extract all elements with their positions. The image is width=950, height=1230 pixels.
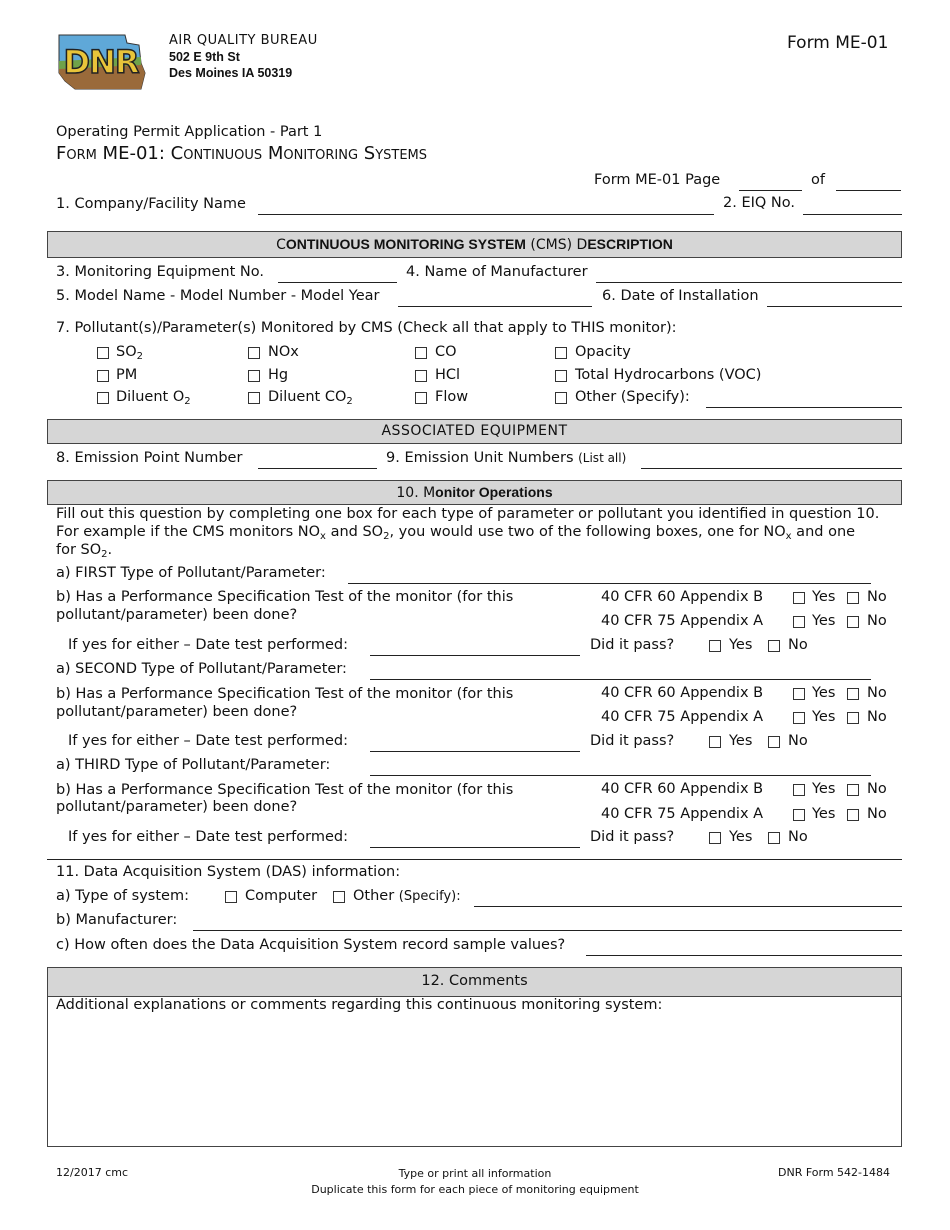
so2-label — [116, 344, 143, 360]
logo-text: DNR — [63, 43, 139, 81]
hcl-checkbox[interactable] — [415, 370, 427, 382]
cms-header-mid: (CMS) D — [525, 237, 588, 253]
ops-header-b: onitor Operations — [435, 484, 553, 500]
sub-x2: x — [785, 531, 792, 542]
block3-appendix-b: 40 CFR 60 Appendix B — [601, 781, 764, 797]
block1-appa-yes-checkbox[interactable] — [793, 616, 805, 628]
block3-date-label: If yes for either – Date test performed: — [68, 829, 349, 845]
other-pollutant-label: Other (Specify): — [575, 389, 690, 405]
block1-appendix-b: 40 CFR 60 Appendix B — [601, 589, 764, 605]
block2-appb-no-label: No — [867, 685, 887, 701]
block1-date-field[interactable] — [370, 655, 580, 656]
block3-appendix-a: 40 CFR 75 Appendix A — [601, 806, 764, 822]
diluent-o2-sub: 2 — [184, 396, 191, 407]
block2-type-label: a) SECOND Type of Pollutant/Parameter: — [56, 661, 347, 677]
nox-checkbox[interactable] — [248, 347, 260, 359]
block2-appendix-b: 40 CFR 60 Appendix B — [601, 685, 764, 701]
das-specify-text: (Specify): — [398, 889, 461, 904]
intro2a: For example if the CMS monitors NO — [56, 524, 321, 540]
intro3a: for SO — [56, 542, 102, 558]
ops-intro-line1: Fill out this question by completing one box for each type of parameter or pollutant you identified in question 10. — [56, 506, 880, 522]
das-other-label — [353, 888, 461, 904]
q9-field[interactable] — [641, 468, 902, 469]
block1-pass-yes-label: Yes — [729, 637, 753, 653]
block3-pass-no-checkbox[interactable] — [768, 832, 780, 844]
opacity-checkbox[interactable] — [555, 347, 567, 359]
cms-header-bold2: ESCRIPTION — [587, 236, 673, 252]
form-id: Form ME-01 — [787, 33, 889, 53]
ops-section-header — [47, 480, 902, 505]
q4-label: 4. Name of Manufacturer — [406, 264, 588, 280]
das-frequency-field[interactable] — [586, 955, 902, 956]
das-computer-checkbox[interactable] — [225, 891, 237, 903]
block3-pass-no-label: No — [788, 829, 808, 845]
other-pollutant-field[interactable] — [706, 407, 902, 408]
q11-label: 11. Data Acquisition System (DAS) information: — [56, 864, 401, 880]
flow-checkbox[interactable] — [415, 392, 427, 404]
block2-appb-yes-checkbox[interactable] — [793, 688, 805, 700]
eiq-label: 2. EIQ No. — [723, 195, 795, 211]
bureau-street: 502 E 9th St — [169, 50, 240, 64]
page-number-label: Form ME-01 Page — [594, 172, 721, 188]
section-divider — [47, 859, 902, 860]
hg-label: Hg — [268, 367, 289, 383]
q6-label: 6. Date of Installation — [602, 288, 759, 304]
block3-appa-no-checkbox[interactable] — [847, 809, 859, 821]
block2-pass-no-label: No — [788, 733, 808, 749]
das-other-checkbox[interactable] — [333, 891, 345, 903]
block1-appa-no-checkbox[interactable] — [847, 616, 859, 628]
intro2d: and one — [791, 524, 856, 540]
block2-pass-yes-checkbox[interactable] — [709, 736, 721, 748]
comments-textarea[interactable] — [48, 1014, 901, 1146]
cms-header-c: C — [276, 237, 286, 253]
intro2c: , you would use two of the following boxes, one for NO — [389, 524, 786, 540]
block3-appa-no-label: No — [867, 806, 887, 822]
das-frequency-label: c) How often does the Data Acquisition System record sample values? — [56, 937, 566, 953]
diluent-co2-checkbox[interactable] — [248, 392, 260, 404]
block2-pass-label: Did it pass? — [590, 733, 675, 749]
pm-checkbox[interactable] — [97, 370, 109, 382]
block2-date-field[interactable] — [370, 751, 580, 752]
footer-line1: Type or print all information — [398, 1167, 552, 1180]
block3-appb-no-checkbox[interactable] — [847, 784, 859, 796]
comments-box — [47, 967, 902, 1147]
pm-label: PM — [116, 367, 138, 383]
dnr-logo — [55, 33, 147, 93]
block3-pst-line1: b) Has a Performance Specification Test of the monitor (for this — [56, 782, 514, 798]
block1-pass-no-label: No — [788, 637, 808, 653]
q5-field[interactable] — [398, 306, 592, 307]
comments-prompt: Additional explanations or comments regarding this continuous monitoring system: — [56, 997, 663, 1013]
page-number-field[interactable] — [739, 190, 802, 191]
das-computer-label: Computer — [245, 888, 318, 904]
das-manufacturer-field[interactable] — [193, 930, 902, 931]
page-title: Form ME-01: Continuous Monitoring Systems — [56, 143, 428, 164]
block1-pass-no-checkbox[interactable] — [768, 640, 780, 652]
block3-pass-label: Did it pass? — [590, 829, 675, 845]
das-type-label: a) Type of system: — [56, 888, 189, 904]
block1-pass-yes-checkbox[interactable] — [709, 640, 721, 652]
block1-appb-yes-label: Yes — [812, 589, 836, 605]
cms-header-bold1: ONTINUOUS MONITORING SYSTEM — [285, 236, 526, 252]
diluent-o2-text: Diluent O — [116, 389, 185, 405]
page-total-field[interactable] — [836, 190, 901, 191]
block2-appb-yes-label: Yes — [812, 685, 836, 701]
hcl-label: HCl — [435, 367, 461, 383]
block3-date-field[interactable] — [370, 847, 580, 848]
company-field[interactable] — [258, 214, 714, 215]
block2-pst-line2: pollutant/parameter) been done? — [56, 704, 298, 720]
company-label: 1. Company/Facility Name — [56, 196, 246, 212]
block2-appa-yes-label: Yes — [812, 709, 836, 725]
footer-form-number: DNR Form 542-1484 — [778, 1166, 891, 1179]
block3-pass-yes-label: Yes — [729, 829, 753, 845]
diluent-o2-checkbox[interactable] — [97, 392, 109, 404]
block1-type-label: a) FIRST Type of Pollutant/Parameter: — [56, 565, 326, 581]
opacity-label: Opacity — [575, 344, 631, 360]
eiq-field[interactable] — [803, 214, 902, 215]
flow-label: Flow — [435, 389, 469, 405]
block3-appb-yes-checkbox[interactable] — [793, 784, 805, 796]
q8-label: 8. Emission Point Number — [56, 450, 243, 466]
block1-appb-yes-checkbox[interactable] — [793, 592, 805, 604]
block1-date-label: If yes for either – Date test performed: — [68, 637, 349, 653]
block1-appb-no-checkbox[interactable] — [847, 592, 859, 604]
block2-pass-no-checkbox[interactable] — [768, 736, 780, 748]
ops-intro-line3 — [56, 542, 112, 558]
block3-pst-line2: pollutant/parameter) been done? — [56, 799, 298, 815]
block3-appa-yes-checkbox[interactable] — [793, 809, 805, 821]
das-other-field[interactable] — [474, 906, 902, 907]
block1-pst-line2: pollutant/parameter) been done? — [56, 607, 298, 623]
hg-checkbox[interactable] — [248, 370, 260, 382]
bureau-name: AIR QUALITY BUREAU — [169, 33, 318, 48]
diluent-co2-label — [268, 389, 353, 405]
q9-note: (List all) — [578, 451, 627, 465]
nox-label: NOx — [268, 344, 299, 360]
q4-field[interactable] — [596, 282, 902, 283]
block1-appa-no-label: No — [867, 613, 887, 629]
block2-type-field[interactable] — [370, 679, 871, 680]
thc-checkbox[interactable] — [555, 370, 567, 382]
block3-appb-yes-label: Yes — [812, 781, 836, 797]
so2-text: SO — [116, 344, 137, 360]
block2-pass-yes-label: Yes — [729, 733, 753, 749]
block3-pass-yes-checkbox[interactable] — [709, 832, 721, 844]
block1-pst-line1: b) Has a Performance Specification Test of the monitor (for this — [56, 589, 514, 605]
q6-field[interactable] — [767, 306, 902, 307]
comments-header: 12. Comments — [48, 968, 901, 997]
footer-line2: Duplicate this form for each piece of monitoring equipment — [311, 1183, 639, 1196]
diluent-co2-text: Diluent CO — [268, 389, 347, 405]
block2-pst-line1: b) Has a Performance Specification Test of the monitor (for this — [56, 686, 514, 702]
block3-appa-yes-label: Yes — [812, 806, 836, 822]
block3-type-label: a) THIRD Type of Pollutant/Parameter: — [56, 757, 331, 773]
so2-checkbox[interactable] — [97, 347, 109, 359]
q3-label: 3. Monitoring Equipment No. — [56, 264, 264, 280]
q3-field[interactable] — [278, 282, 397, 283]
block1-pass-label: Did it pass? — [590, 637, 675, 653]
das-manufacturer-label: b) Manufacturer: — [56, 912, 178, 928]
ops-header-a: 10. M — [396, 485, 436, 501]
co-checkbox[interactable] — [415, 347, 427, 359]
sub-2a: 2 — [383, 531, 390, 542]
footer-instructions — [300, 1166, 650, 1198]
block2-appa-no-label: No — [867, 709, 887, 725]
q5-label: 5. Model Name - Model Number - Model Year — [56, 288, 380, 304]
form-subtitle: Operating Permit Application - Part 1 — [56, 124, 323, 140]
thc-label: Total Hydrocarbons (VOC) — [575, 367, 762, 383]
diluent-o2-label — [116, 389, 191, 405]
intro2b: and SO — [325, 524, 384, 540]
q9-text: 9. Emission Unit Numbers — [386, 450, 574, 466]
q9-label — [386, 450, 626, 466]
block3-appb-no-label: No — [867, 781, 887, 797]
block3-type-field[interactable] — [370, 775, 871, 776]
diluent-co2-sub: 2 — [346, 396, 353, 407]
sub-2b: 2 — [101, 549, 108, 560]
block1-appb-no-label: No — [867, 589, 887, 605]
footer-date: 12/2017 cmc — [56, 1166, 129, 1179]
bureau-city: Des Moines IA 50319 — [169, 66, 293, 80]
block1-appa-yes-label: Yes — [812, 613, 836, 629]
other-pollutant-checkbox[interactable] — [555, 392, 567, 404]
das-other-text: Other — [353, 888, 395, 904]
co-label: CO — [435, 344, 457, 360]
block1-type-field[interactable] — [348, 583, 871, 584]
block2-appb-no-checkbox[interactable] — [847, 688, 859, 700]
intro3b: . — [107, 542, 113, 558]
block2-appendix-a: 40 CFR 75 Appendix A — [601, 709, 764, 725]
block2-appa-no-checkbox[interactable] — [847, 712, 859, 724]
block2-date-label: If yes for either – Date test performed: — [68, 733, 349, 749]
q7-label: 7. Pollutant(s)/Parameter(s) Monitored by CMS (Check all that apply to THIS monitor): — [56, 320, 677, 336]
so2-sub: 2 — [136, 351, 143, 362]
sub-x1: x — [320, 531, 326, 542]
block2-appa-yes-checkbox[interactable] — [793, 712, 805, 724]
block1-appendix-a: 40 CFR 75 Appendix A — [601, 613, 764, 629]
cms-section-header — [47, 231, 902, 258]
page-of-label: of — [811, 172, 825, 188]
q8-field[interactable] — [258, 468, 377, 469]
associated-section-header: ASSOCIATED EQUIPMENT — [47, 419, 902, 444]
ops-intro-line2 — [56, 524, 855, 540]
